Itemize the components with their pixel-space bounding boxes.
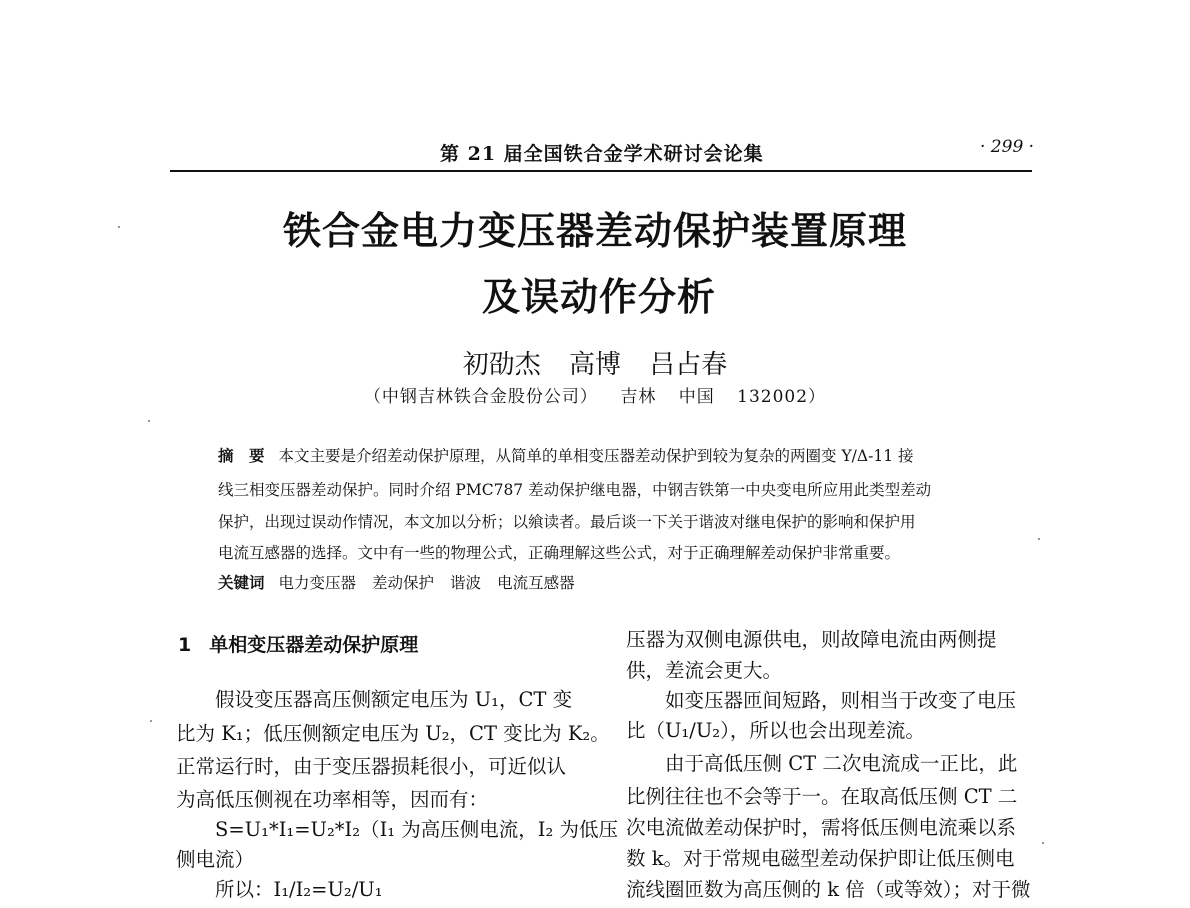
- right-col-line-5: 由于高低压侧 CT 二次电流成一正比，此: [626, 752, 1018, 775]
- section-1-number: 1: [178, 634, 192, 656]
- scan-speck: [150, 720, 152, 722]
- author-list: [0, 344, 1190, 381]
- left-col-line-5: S=U₁*I₁=U₂*I₂（I₁ 为高压侧电流，I₂ 为低压: [176, 818, 619, 841]
- keywords-label: 关键词: [218, 574, 265, 592]
- abstract-line-4: 电流互感器的选择。文中有一些的物理公式，正确理解这些公式，对于正确理解差动保护非常重要。: [218, 544, 901, 562]
- affiliation: [0, 382, 1190, 407]
- affiliation-postcode: 132002）: [737, 387, 827, 407]
- affiliation-country: 中国: [678, 387, 715, 407]
- left-col-line-7: 所以：I₁/I₂=U₂/U₁: [176, 878, 383, 901]
- keyword-1: 电力变压器: [278, 574, 357, 592]
- header-rule: [170, 170, 1032, 172]
- running-header-title: 第 21 届全国铁合金学术研讨会论集: [440, 143, 764, 165]
- keyword-2: 差动保护: [372, 574, 435, 592]
- author-1: 初劭杰: [462, 350, 541, 380]
- right-col-line-7: 次电流做差动保护时，需将低压侧电流乘以系: [626, 816, 1017, 839]
- keyword-4: 电流互感器: [497, 574, 575, 592]
- section-1-heading: [178, 630, 418, 657]
- abstract-line-2: 线三相变压器差动保护。同时介绍 PMC787 差动保护继电器，中钢吉铁第一中央变电所应用此类型差动: [218, 481, 932, 499]
- abstract-line-3: 保护，出现过误动作情况，本文加以分析；以飨读者。最后谈一下关于谐波对继电保护的影响和保护用: [218, 513, 916, 531]
- right-col-line-1: 压器为双侧电源供电，则故障电流由两侧提: [626, 628, 997, 651]
- right-col-line-9: 流线圈匝数为高压侧的 k 倍（或等效）；对于微: [626, 878, 1031, 901]
- keyword-3: 谐波: [450, 574, 482, 592]
- left-col-line-4: 为高低压侧视在功率相等，因而有：: [176, 788, 489, 811]
- abstract-label: 摘 要: [218, 447, 265, 465]
- right-col-line-2: 供，差流会更大。: [626, 659, 783, 682]
- right-col-line-3: 如变压器匝间短路，则相当于改变了电压: [626, 689, 1017, 712]
- abstract-text-1: 本文主要是介绍差动保护原理，从简单的单相变压器差动保护到较为复杂的两圈变 Y/Δ-11 接: [278, 447, 914, 465]
- scan-speck: [1038, 538, 1040, 540]
- left-col-line-3: 正常运行时，由于变压器损耗很小，可近似认: [176, 755, 567, 778]
- paper-title-line-1: 铁合金电力变压器差动保护装置原理: [282, 209, 907, 253]
- left-col-line-6: 侧电流）: [176, 848, 255, 871]
- left-col-line-2: 比为 K₁；低压侧额定电压为 U₂，CT 变比为 K₂。: [176, 722, 610, 745]
- affiliation-org: （中钢吉林铁合金股份公司）: [363, 387, 598, 407]
- section-1-title: 单相变压器差动保护原理: [209, 634, 419, 656]
- right-col-line-8: 数 k。对于常规电磁型差动保护即让低压侧电: [626, 847, 1015, 870]
- paper-title-line-2: 及误动作分析: [481, 275, 716, 319]
- author-3: 吕占春: [649, 350, 728, 380]
- left-col-line-1: 假设变压器高压侧额定电压为 U₁，CT 变: [176, 688, 573, 711]
- author-2: 高博: [568, 350, 621, 380]
- abstract-line-1: [218, 444, 913, 466]
- page-number: · 299 ·: [980, 137, 1035, 157]
- scan-speck: [148, 420, 150, 422]
- right-col-line-6: 比例往往也不会等于一。在取高低压侧 CT 二: [626, 785, 1018, 808]
- affiliation-city: 吉林: [620, 387, 657, 407]
- scan-speck: [1042, 842, 1044, 844]
- keywords-line: [218, 571, 591, 593]
- right-col-line-4: 比（U₁/U₂），所以也会出现差流。: [626, 719, 925, 742]
- scan-speck: [118, 226, 120, 228]
